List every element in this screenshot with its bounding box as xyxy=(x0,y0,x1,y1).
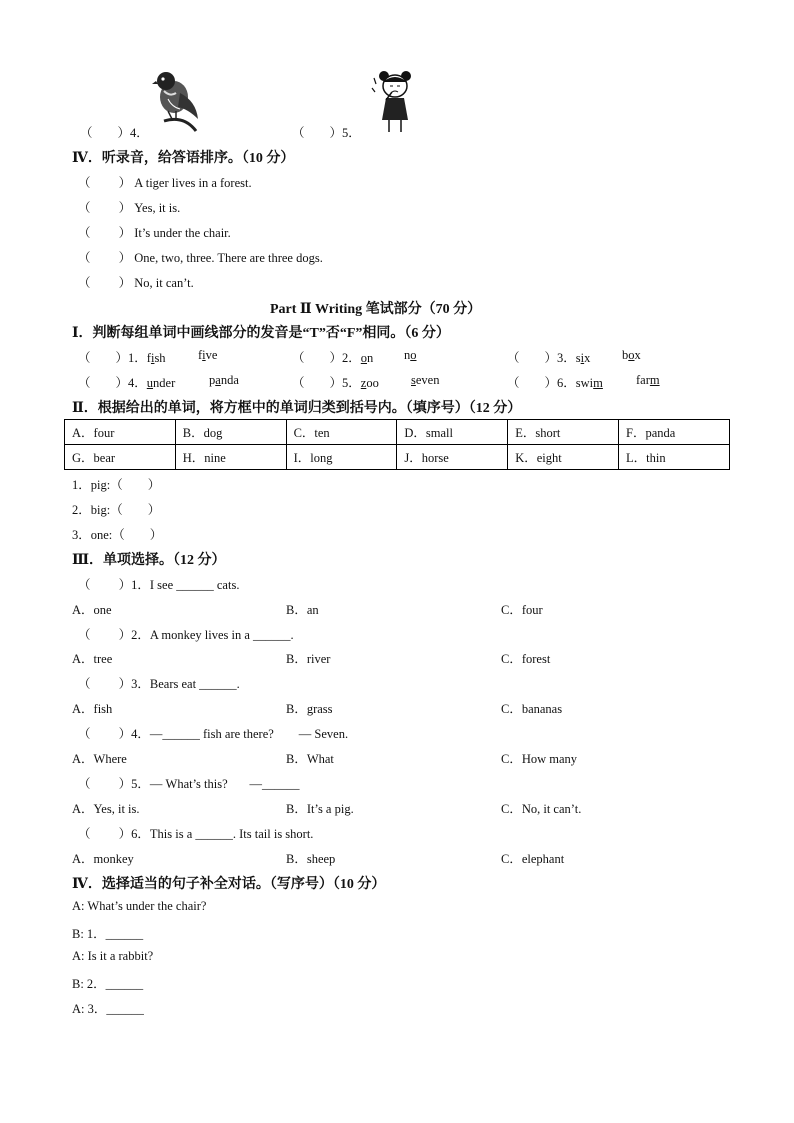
part-two-title: Part Ⅱ Writing 笔试部分（70 分） xyxy=(270,302,482,317)
word-cell: A．four xyxy=(65,420,176,445)
classify-item: 2．big:（ ） xyxy=(72,503,161,517)
phonics-section-heading: Ⅰ．判断每组单词中画线部分的发音是“T”否“F”相同。（6 分） xyxy=(72,326,450,341)
picture-item-4: （ ）4． xyxy=(80,126,149,140)
dialogue-line: A: What’s under the chair? xyxy=(72,899,207,913)
listen-item: （ ） No, it can’t. xyxy=(78,276,194,290)
classify-item: 3．one:（ ） xyxy=(72,528,163,542)
word-cell: G．bear xyxy=(65,445,176,470)
phonics-item-5: （ ）5．zoo xyxy=(292,376,379,390)
choice-question: （ ）5．— What’s this? —______ xyxy=(78,777,300,791)
choice-question: （ ）1．I see ______ cats. xyxy=(78,578,240,592)
choice-section-heading: Ⅲ．单项选择。（12 分） xyxy=(72,553,226,568)
girl-crying-picture xyxy=(370,68,420,134)
sparrow-bird-picture xyxy=(150,67,206,133)
table-row xyxy=(65,420,730,445)
choice-option-b: B．an xyxy=(286,603,319,617)
choice-option-a: A．monkey xyxy=(72,852,134,866)
phonics-item-1-word2: five xyxy=(198,348,218,362)
choice-option-b: B．It’s a pig. xyxy=(286,802,354,816)
choice-option-b: B．river xyxy=(286,652,331,666)
phonics-item-6: （ ）6．swim xyxy=(507,376,603,390)
word-cell: F．panda xyxy=(619,420,730,445)
phonics-item-2: （ ）2．on xyxy=(292,351,374,365)
listen-section-heading: Ⅳ．听录音，给答语排序。（10 分） xyxy=(72,151,295,166)
choice-question: （ ）4．—______ fish are there? — Seven. xyxy=(78,727,349,741)
picture-item-5: （ ）5． xyxy=(292,126,361,140)
listen-item: （ ） Yes, it is. xyxy=(78,201,181,215)
dialogue-line: B: 1．______ xyxy=(72,927,144,941)
dialogue-section-heading: Ⅳ．选择适当的句子补全对话。（写序号）（10 分） xyxy=(72,877,386,892)
word-cell: B．dog xyxy=(175,420,286,445)
listen-item: （ ） It’s under the chair. xyxy=(78,226,231,240)
word-cell: J．horse xyxy=(397,445,508,470)
choice-option-a: A．one xyxy=(72,603,112,617)
dialogue-line: A: Is it a rabbit? xyxy=(72,949,154,963)
choice-question: （ ）3．Bears eat ______. xyxy=(78,677,240,691)
choice-question: （ ）2．A monkey lives in a ______. xyxy=(78,628,294,642)
phonics-item-1: （ ）1．fish xyxy=(78,351,166,365)
word-cell: I．long xyxy=(286,445,397,470)
word-cell: H．nine xyxy=(175,445,286,470)
choice-option-c: C．forest xyxy=(501,652,551,666)
phonics-item-5-word2: seven xyxy=(411,373,440,387)
word-cell: C．ten xyxy=(286,420,397,445)
word-cell: K．eight xyxy=(508,445,619,470)
choice-option-b: B．grass xyxy=(286,702,333,716)
choice-option-c: C．four xyxy=(501,603,543,617)
word-box-table xyxy=(64,419,730,470)
choice-option-c: C．bananas xyxy=(501,702,563,716)
phonics-item-4: （ ）4．under xyxy=(78,376,176,390)
dialogue-line: A: 3．______ xyxy=(72,1002,144,1016)
choice-option-a: A．fish xyxy=(72,702,113,716)
dialogue-line: B: 2．______ xyxy=(72,977,144,991)
choice-option-c: C．elephant xyxy=(501,852,565,866)
phonics-item-2-word2: no xyxy=(404,348,417,362)
word-cell: E．short xyxy=(508,420,619,445)
listen-item: （ ） One, two, three. There are three dogs. xyxy=(78,251,323,265)
choice-option-a: A．tree xyxy=(72,652,113,666)
choice-question: （ ）6．This is a ______. Its tail is short. xyxy=(78,827,314,841)
choice-option-b: B．sheep xyxy=(286,852,336,866)
choice-option-c: C．How many xyxy=(501,752,578,766)
choice-option-a: A．Where xyxy=(72,752,127,766)
classify-item: 1．pig:（ ） xyxy=(72,478,161,492)
word-cell: L．thin xyxy=(619,445,730,470)
word-cell: D．small xyxy=(397,420,508,445)
table-row xyxy=(65,445,730,470)
choice-option-b: B．What xyxy=(286,752,334,766)
listen-item: （ ） A tiger lives in a forest. xyxy=(78,176,252,190)
choice-option-c: C．No, it can’t. xyxy=(501,802,582,816)
phonics-item-3-word2: box xyxy=(622,348,641,362)
phonics-item-3: （ ）3．six xyxy=(507,351,591,365)
phonics-item-6-word2: farm xyxy=(636,373,660,387)
classify-section-heading: Ⅱ．根据给出的单词，将方框中的单词归类到括号内。（填序号）（12 分） xyxy=(72,401,522,416)
phonics-item-4-word2: panda xyxy=(209,373,239,387)
choice-option-a: A．Yes, it is. xyxy=(72,802,140,816)
